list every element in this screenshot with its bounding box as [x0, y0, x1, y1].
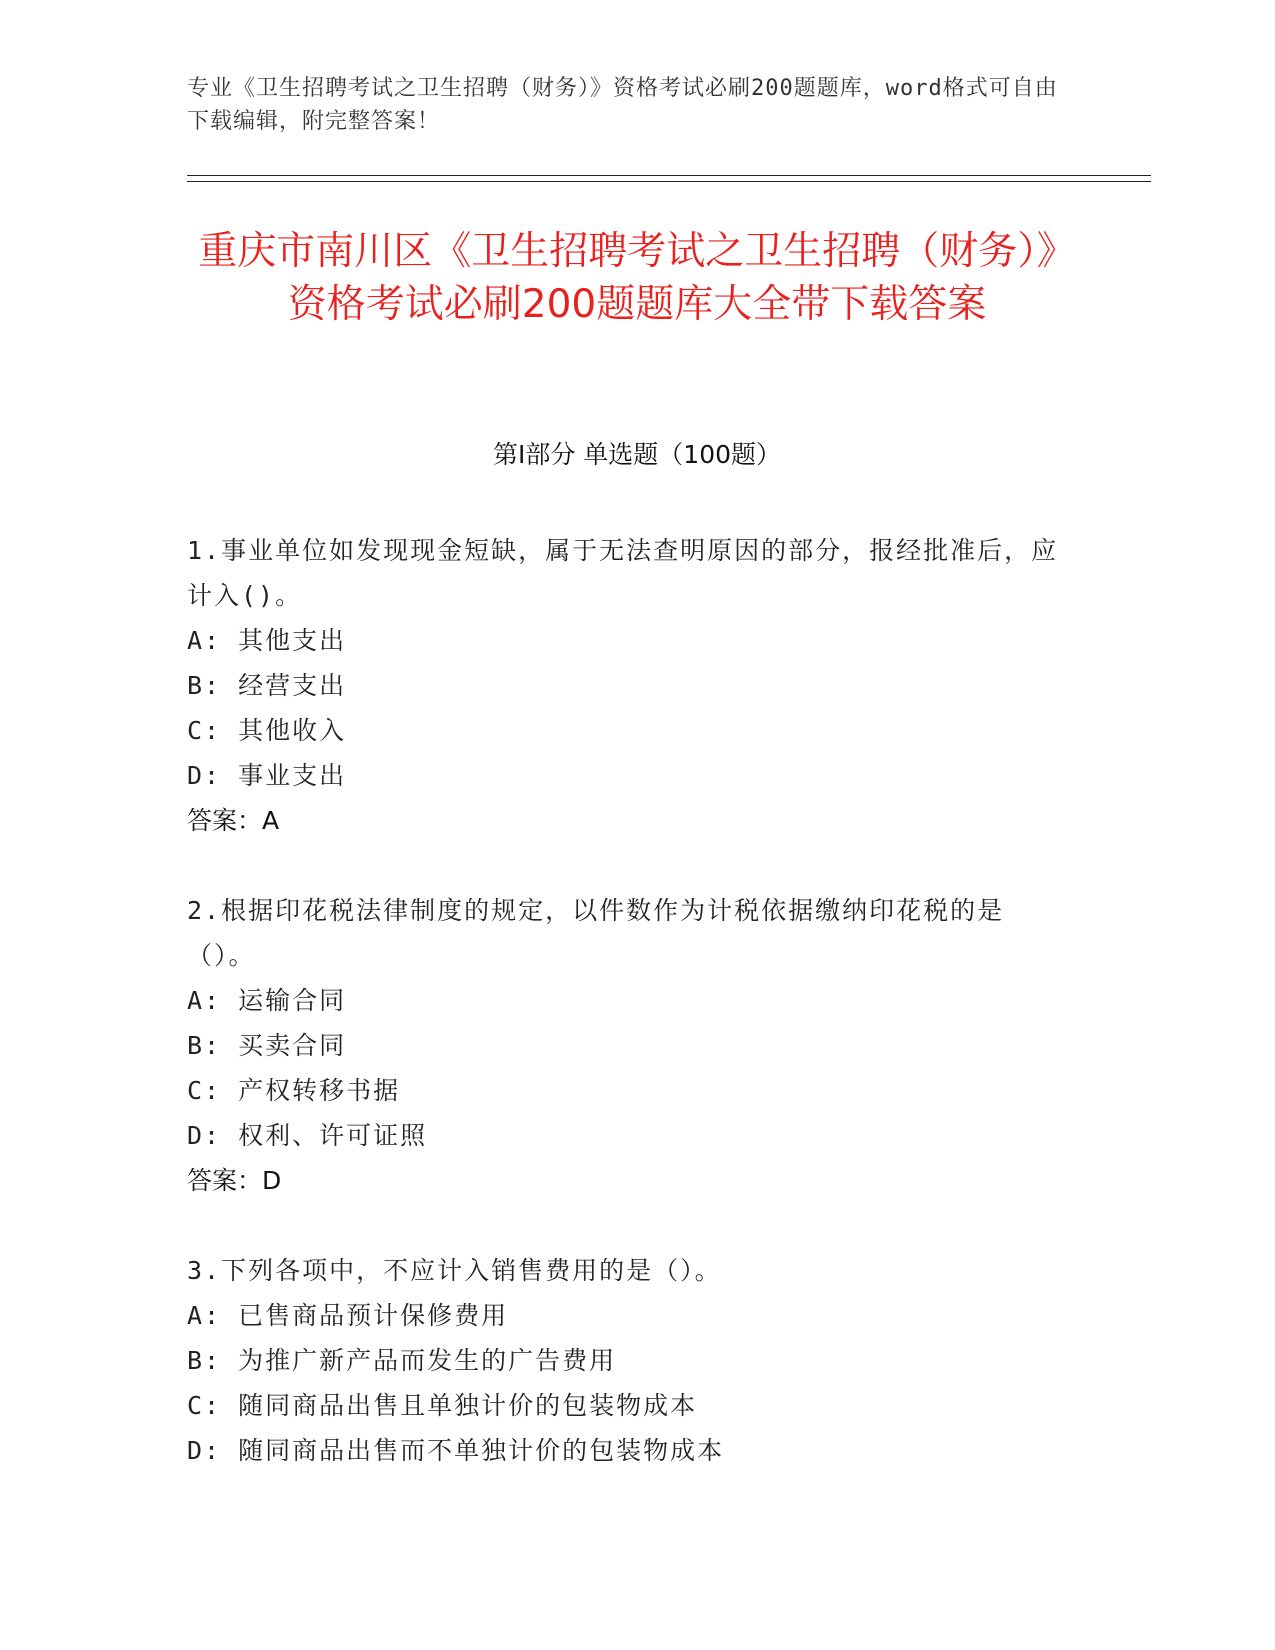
question-3: [187, 1248, 1067, 1473]
option-a: A: 已售商品预计保修费用: [187, 1301, 509, 1330]
question-2: [187, 888, 1067, 1203]
option-c: C: 产权转移书据: [187, 1076, 401, 1105]
header-divider-top: [187, 175, 1151, 176]
answer: 答案：D: [187, 1166, 282, 1195]
question-text: 3.下列各项中，不应计入销售费用的是（）。: [187, 1256, 722, 1285]
option-b: B: 买卖合同: [187, 1031, 347, 1060]
option-d: D: 随同商品出售而不单独计价的包装物成本: [187, 1436, 725, 1465]
question-text: 1.事业单位如发现现金短缺，属于无法查明原因的部分，报经批准后，应计入()。: [187, 536, 1059, 610]
section-title: 第I部分 单选题（100题）: [492, 440, 782, 469]
option-d: D: 事业支出: [187, 761, 347, 790]
question-text: 2.根据印花税法律制度的规定，以件数作为计税依据缴纳印花税的是（）。: [187, 896, 1005, 970]
option-a: A: 运输合同: [187, 986, 347, 1015]
header-divider-bottom: [187, 181, 1151, 182]
header-note: 专业《卫生招聘考试之卫生招聘（财务）》资格考试必刷200题题库，word格式可自由下载编辑，附完整答案！: [187, 76, 1058, 134]
document-title: 重庆市南川区《卫生招聘考试之卫生招聘（财务）》资格考试必刷200题题库大全带下载答案: [198, 229, 1076, 327]
option-b: B: 为推广新产品而发生的广告费用: [187, 1346, 617, 1375]
option-c: C: 其他收入: [187, 716, 347, 745]
option-b: B: 经营支出: [187, 671, 347, 700]
question-1: [187, 528, 1067, 843]
option-a: A: 其他支出: [187, 626, 347, 655]
question-list: [187, 528, 1067, 1518]
option-c: C: 随同商品出售且单独计价的包装物成本: [187, 1391, 698, 1420]
answer: 答案：A: [187, 806, 280, 835]
option-d: D: 权利、许可证照: [187, 1121, 428, 1150]
